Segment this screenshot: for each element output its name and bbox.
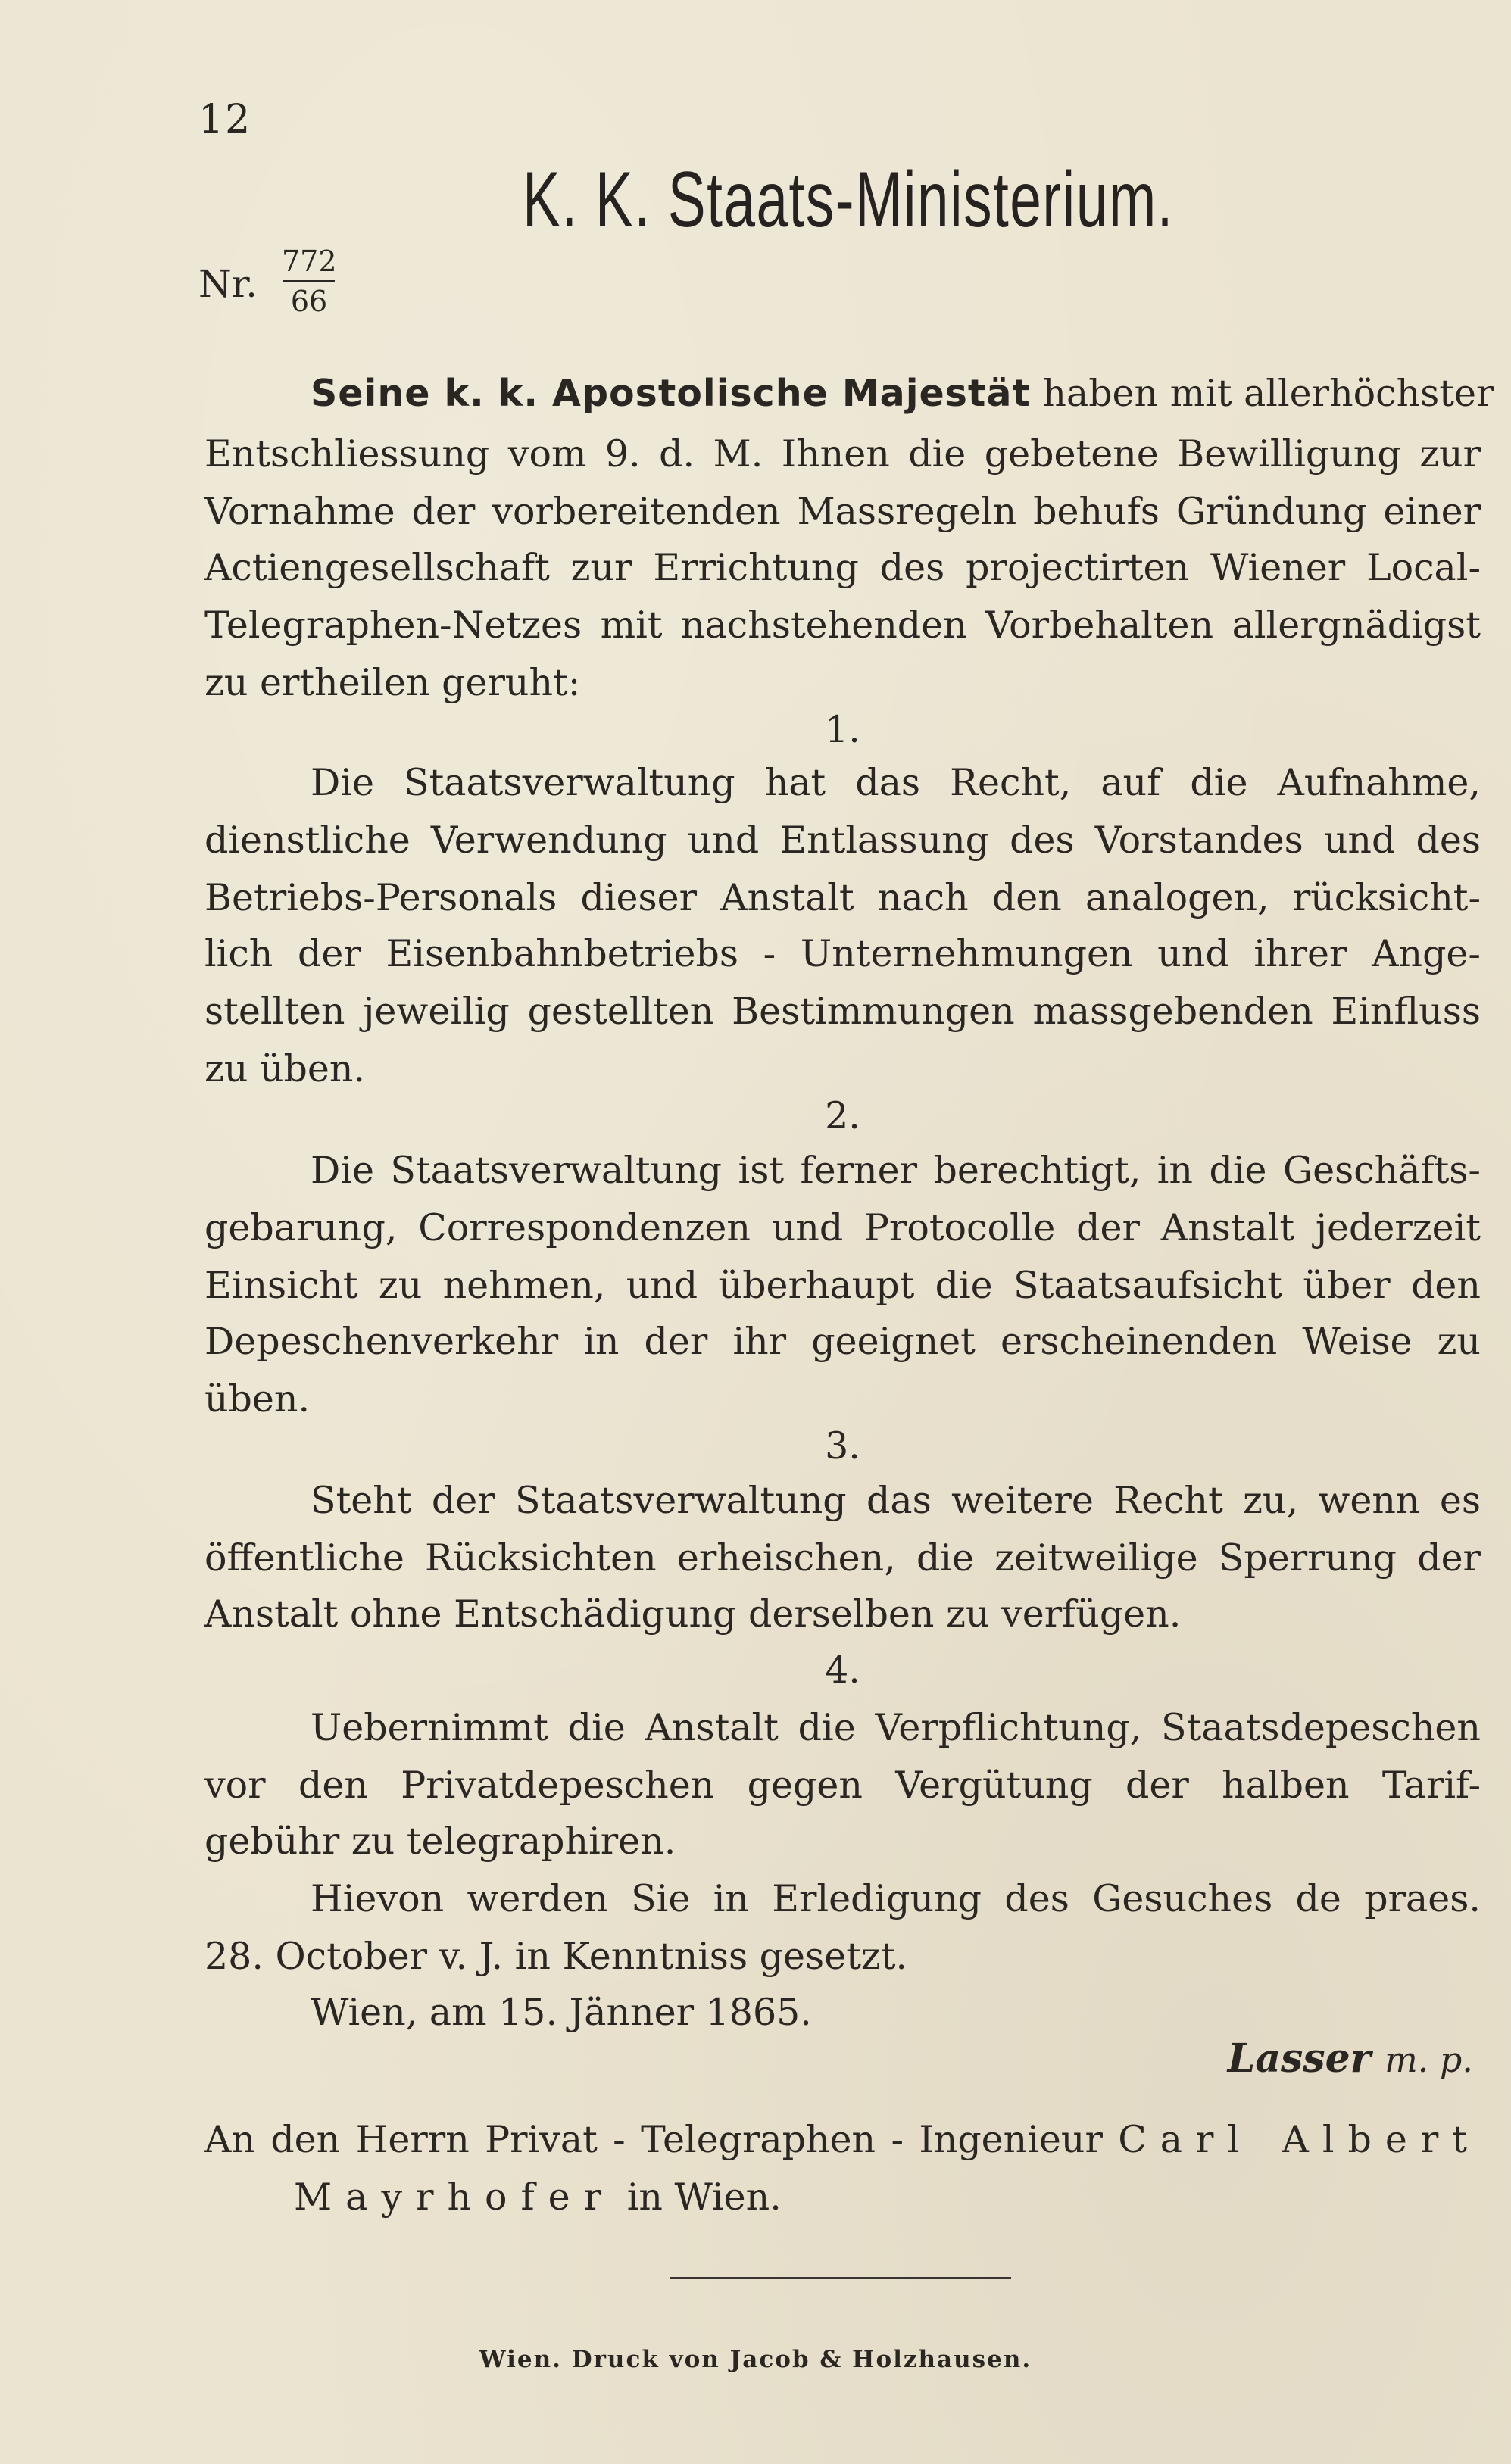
section-4-line: Uebernimmt die Anstalt die Verpflichtung, Staatsdepeschen [311,1706,1481,1749]
addressee-first-names: Carl Albert [1118,2118,1481,2161]
closing-line-1: Hievon werden Sie in Erledigung des Gesuches de praes. [311,1877,1481,1920]
section-number: 1. [825,708,860,751]
addressee-majesty: Seine k. k. Apostolische Majestät [311,372,1031,415]
reference-numerator: 772 [282,245,337,278]
reference-number [282,244,336,319]
footer-rule [670,2277,1011,2279]
date-line: Wien, am 15. Jänner 1865. [311,1991,812,2034]
section-2-line: Einsicht zu nehmen, und überhaupt die Staatsaufsicht über den [204,1264,1481,1307]
section-1-line: Die Staatsverwaltung hat das Recht, auf die Aufnahme, [311,761,1481,804]
intro-line-3: Vornahme der vorbereitenden Massregeln behufs Gründung einer [204,490,1481,533]
addressee-surname: Mayrhofer [294,2175,616,2219]
printer-imprint: Wien. Druck von Jacob & Holzhausen. [479,2346,1032,2373]
intro-line-6: zu ertheilen geruht: [204,661,581,704]
section-4-line: gebühr zu telegraphiren. [204,1820,676,1863]
section-2-line: Depeschenverkehr in der ihr geeignet erscheinenden Weise zu [204,1320,1481,1363]
section-4-line: vor den Privatdepeschen gegen Vergütung der halben Tarif- [204,1764,1481,1807]
addressee-line-1 [204,2117,1481,2163]
intro-line-1-rest: haben mit allerhöchster [1042,372,1494,415]
section-1-line: zu üben. [204,1047,366,1090]
section-number: 4. [825,1648,860,1692]
section-1-line: stellten jeweilig gestellten Bestimmungen massgebenden Einfluss [204,990,1481,1033]
intro-line-5: Telegraphen-Netzes mit nachstehenden Vorbehalten allergnädigst [204,604,1481,647]
signature-name: Lasser [1227,2035,1372,2082]
addressee-location: in Wien. [626,2175,782,2219]
signature-suffix: m. p. [1385,2039,1473,2080]
section-3-line: Anstalt ohne Entschädigung derselben zu verfügen. [204,1592,1182,1636]
intro-line-4: Actiengesellschaft zur Errichtung des projectirten Wiener Local- [204,546,1481,589]
reference-denominator: 66 [290,285,328,318]
section-number: 3. [825,1424,860,1467]
closing-line-2: 28. October v. J. in Kenntniss gesetzt. [204,1935,907,1978]
section-3-line: öffentliche Rücksichten erheischen, die zeitweilige Sperrung der [204,1536,1481,1580]
page-number: 12 [198,97,252,142]
signature [1019,2035,1473,2082]
intro-line-1 [311,371,1494,416]
section-number: 2. [825,1094,860,1137]
section-1-line: Betriebs-Personals dieser Anstalt nach den analogen, rücksicht- [204,876,1481,919]
section-2-line: Die Staatsverwaltung ist ferner berechtigt, in die Geschäfts- [311,1149,1481,1192]
fraction-bar [283,280,335,282]
reference-label: Nr. [198,262,258,306]
section-1-line: dienstliche Verwendung und Entlassung des Vorstandes und des [204,819,1481,862]
ministry-title: K. K. Staats-Ministerium. [523,156,1174,244]
section-2-line: üben. [204,1377,311,1421]
section-2-line: gebarung, Correspondenzen und Protocolle der Anstalt jederzeit [204,1206,1481,1249]
section-1-line: lich der Eisenbahnbetriebs - Unternehmungen und ihrer Ange- [204,932,1481,975]
section-3-line: Steht der Staatsverwaltung das weitere Recht zu, wenn es [311,1479,1481,1522]
addressee-title: An den Herrn Privat - Telegraphen - Ingenieur [204,2118,1103,2161]
addressee-line-2 [294,2175,1354,2220]
intro-line-2: Entschliessung vom 9. d. M. Ihnen die gebetene Bewilligung zur [204,432,1481,476]
